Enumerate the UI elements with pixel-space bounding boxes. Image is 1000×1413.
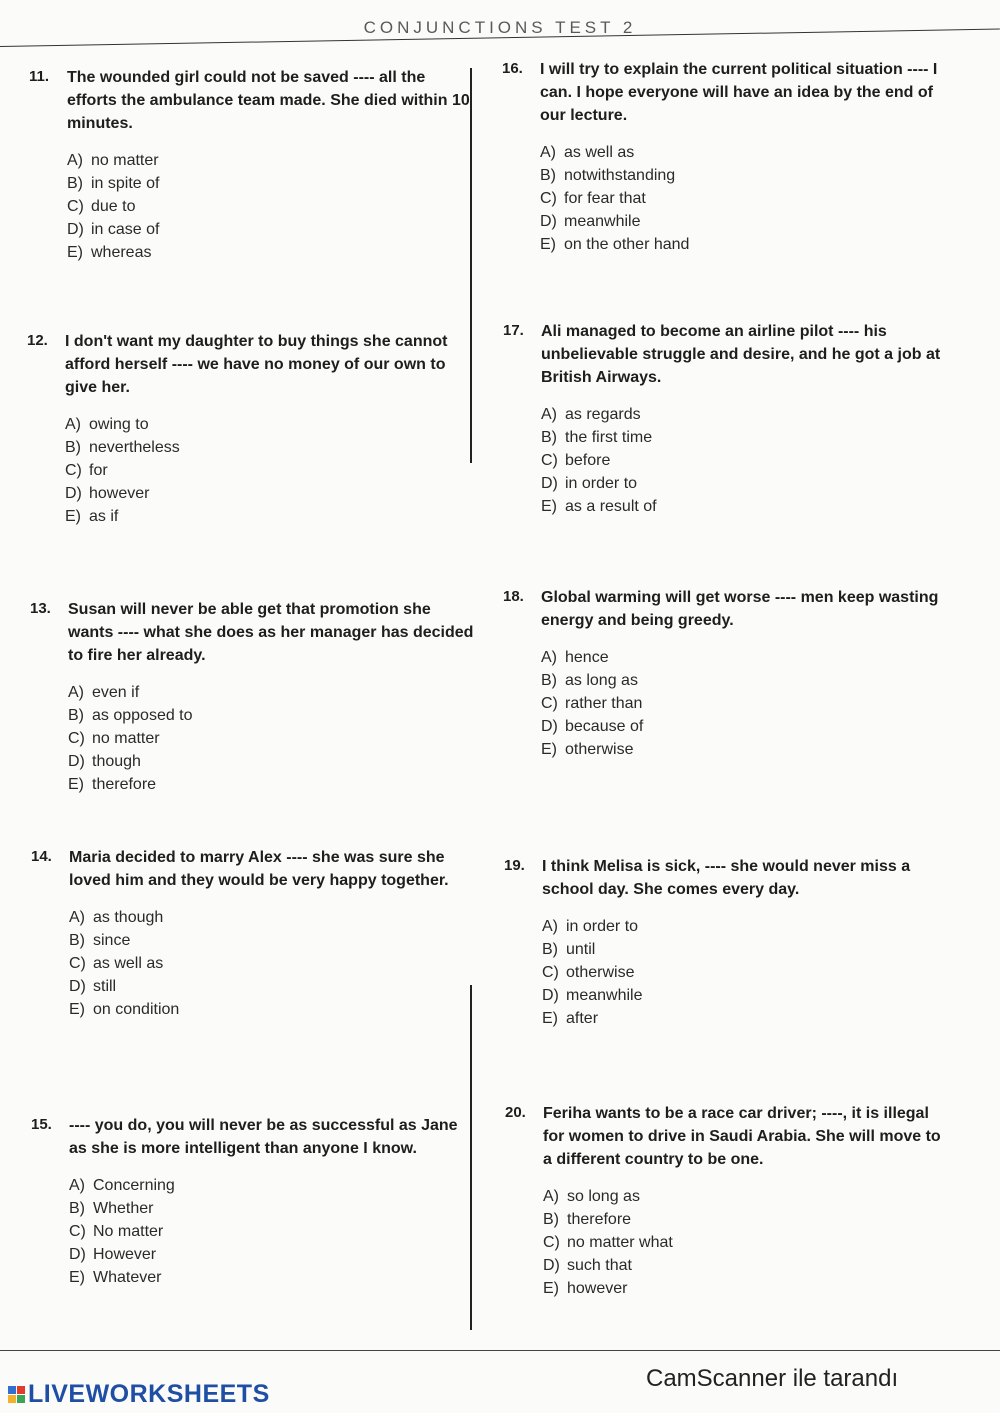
option-letter: C)	[540, 190, 557, 207]
question-11	[29, 66, 477, 264]
answer-option[interactable]	[540, 210, 950, 233]
answer-option[interactable]	[67, 218, 477, 241]
question-19	[504, 855, 952, 1030]
answer-option[interactable]	[542, 984, 952, 1007]
answer-option[interactable]	[541, 738, 951, 761]
option-letter: B)	[65, 439, 81, 456]
answer-option[interactable]	[543, 1254, 953, 1277]
option-text: No matter	[93, 1223, 164, 1240]
question-number: 13.	[30, 600, 51, 617]
question-number: 17.	[503, 322, 524, 339]
option-text: no matter	[91, 152, 159, 169]
option-letter: A)	[69, 909, 85, 926]
option-text: for fear that	[564, 190, 646, 207]
answer-option[interactable]	[541, 449, 951, 472]
option-letter: C)	[69, 955, 86, 972]
option-letter: E)	[540, 236, 556, 253]
answer-option[interactable]	[67, 172, 477, 195]
question-12	[27, 330, 475, 528]
option-letter: B)	[69, 1200, 85, 1217]
option-letter: C)	[68, 730, 85, 747]
option-letter: A)	[542, 918, 558, 935]
answer-option[interactable]	[541, 669, 951, 692]
option-letter: D)	[68, 753, 85, 770]
answer-option[interactable]	[541, 403, 951, 426]
answer-option[interactable]	[69, 1220, 479, 1243]
option-letter: B)	[542, 941, 558, 958]
question-18	[503, 586, 951, 761]
option-text: meanwhile	[566, 987, 643, 1004]
option-text: still	[93, 978, 117, 995]
option-text: until	[566, 941, 596, 958]
option-text: Concerning	[93, 1177, 175, 1194]
option-text: Whether	[93, 1200, 154, 1217]
option-text: no matter	[92, 730, 160, 747]
answer-option[interactable]	[65, 482, 475, 505]
answer-option[interactable]	[542, 961, 952, 984]
option-text: therefore	[567, 1211, 632, 1228]
option-text: as well as	[93, 955, 164, 972]
option-text: such that	[567, 1257, 632, 1274]
answer-option[interactable]	[67, 149, 477, 172]
logo-square	[17, 1386, 25, 1394]
answer-option[interactable]	[541, 646, 951, 669]
answer-option[interactable]	[65, 413, 475, 436]
option-text: as though	[93, 909, 164, 926]
option-letter: C)	[69, 1223, 86, 1240]
answer-options	[540, 141, 950, 256]
option-letter: E)	[67, 244, 83, 261]
question-text: ---- you do, you will never be as successful as Jane as she is more intelligent than anyone I know.	[69, 1117, 458, 1157]
answer-option[interactable]	[67, 195, 477, 218]
option-text: for	[89, 462, 108, 479]
answer-option[interactable]	[540, 164, 950, 187]
option-letter: A)	[67, 152, 83, 169]
question-number: 19.	[504, 857, 525, 874]
option-letter: B)	[541, 672, 557, 689]
option-letter: D)	[67, 221, 84, 238]
option-text: because of	[565, 718, 644, 735]
answer-option[interactable]	[69, 952, 479, 975]
option-text: as opposed to	[92, 707, 193, 724]
option-letter: B)	[540, 167, 556, 184]
option-text: so long as	[567, 1188, 640, 1205]
answer-option[interactable]	[542, 915, 952, 938]
option-letter: B)	[541, 429, 557, 446]
answer-option[interactable]	[543, 1277, 953, 1300]
option-text: the first time	[565, 429, 653, 446]
option-text: nevertheless	[89, 439, 180, 456]
scanner-credit: CamScanner ile tarandı	[646, 1365, 899, 1392]
option-letter: C)	[65, 462, 82, 479]
answer-option[interactable]	[65, 459, 475, 482]
question-15	[31, 1114, 479, 1289]
answer-option[interactable]	[543, 1185, 953, 1208]
option-letter: A)	[540, 144, 556, 161]
question-text: The wounded girl could not be saved ---- all the efforts the ambulance team made. She died within 10 minutes.	[67, 69, 470, 132]
option-text: though	[92, 753, 141, 770]
option-text: otherwise	[566, 964, 635, 981]
answer-option[interactable]	[69, 906, 479, 929]
answer-option[interactable]	[542, 938, 952, 961]
answer-options	[541, 403, 951, 518]
option-letter: B)	[543, 1211, 559, 1228]
option-letter: A)	[541, 649, 557, 666]
answer-option[interactable]	[541, 426, 951, 449]
option-letter: A)	[543, 1188, 559, 1205]
option-text: hence	[565, 649, 609, 666]
question-text: Susan will never be able get that promotion she wants ---- what she does as her manager has decided to fire her already.	[68, 601, 474, 664]
option-letter: D)	[69, 978, 86, 995]
option-letter: D)	[540, 213, 557, 230]
answer-option[interactable]	[543, 1231, 953, 1254]
question-number: 18.	[503, 588, 524, 605]
bottom-rule	[0, 1350, 1000, 1351]
question-number: 20.	[505, 1104, 526, 1121]
option-letter: E)	[542, 1010, 558, 1027]
answer-options	[542, 915, 952, 1030]
option-letter: B)	[69, 932, 85, 949]
option-text: as regards	[565, 406, 641, 423]
answer-option[interactable]	[540, 187, 950, 210]
answer-options	[68, 681, 478, 796]
question-16	[502, 58, 950, 256]
option-letter: E)	[541, 498, 557, 515]
option-letter: A)	[68, 684, 84, 701]
option-text: as well as	[564, 144, 635, 161]
option-letter: E)	[541, 741, 557, 758]
question-number: 15.	[31, 1116, 52, 1133]
liveworksheets-brand	[8, 1380, 270, 1409]
question-text: Ali managed to become an airline pilot ---- his unbelievable struggle and desire, and he got a job at British Airways.	[541, 323, 941, 386]
brand-name: LIVEWORKSHEETS	[28, 1380, 270, 1408]
option-letter: D)	[69, 1246, 86, 1263]
answer-options	[541, 646, 951, 761]
option-text: as long as	[565, 672, 638, 689]
question-17	[503, 320, 951, 518]
answer-option[interactable]	[540, 233, 950, 256]
option-letter: B)	[68, 707, 84, 724]
option-text: as if	[89, 508, 119, 525]
option-text: whereas	[91, 244, 152, 261]
answer-options	[69, 906, 479, 1021]
option-text: however	[567, 1280, 628, 1297]
answer-option[interactable]	[65, 505, 475, 528]
option-text: even if	[92, 684, 140, 701]
question-text: Maria decided to marry Alex ---- she was sure she loved him and they would be very happy together.	[69, 849, 449, 889]
liveworksheets-logo-icon	[8, 1386, 25, 1403]
answer-option[interactable]	[67, 241, 477, 264]
option-letter: B)	[67, 175, 83, 192]
option-letter: A)	[69, 1177, 85, 1194]
option-letter: E)	[543, 1280, 559, 1297]
option-text: notwithstanding	[564, 167, 676, 184]
option-text: on the other hand	[564, 236, 690, 253]
option-text: after	[566, 1010, 599, 1027]
option-text: in order to	[565, 475, 638, 492]
question-text: Global warming will get worse ---- men keep wasting energy and being greedy.	[541, 589, 939, 629]
answer-option[interactable]	[541, 715, 951, 738]
answer-option[interactable]	[68, 773, 478, 796]
page-title: CONJUNCTIONS TEST 2	[363, 18, 637, 37]
option-text: on condition	[93, 1001, 180, 1018]
option-letter: D)	[542, 987, 559, 1004]
option-text: in case of	[91, 221, 160, 238]
option-letter: E)	[65, 508, 81, 525]
answer-option[interactable]	[69, 1174, 479, 1197]
option-text: before	[565, 452, 611, 469]
option-text: since	[93, 932, 131, 949]
option-text: no matter what	[567, 1234, 673, 1251]
option-letter: D)	[541, 718, 558, 735]
question-text: Feriha wants to be a race car driver; ----, it is illegal for women to drive in Saudi Arabia. She will move to a different country to be one.	[543, 1105, 941, 1168]
answer-option[interactable]	[540, 141, 950, 164]
question-number: 12.	[27, 332, 48, 349]
answer-options	[65, 413, 475, 528]
option-text: rather than	[565, 695, 643, 712]
question-13	[30, 598, 478, 796]
question-text: I don't want my daughter to buy things she cannot afford herself ---- we have no money of our own to give her.	[65, 333, 448, 396]
option-letter: C)	[543, 1234, 560, 1251]
option-text: However	[93, 1246, 157, 1263]
answer-option[interactable]	[542, 1007, 952, 1030]
answer-option[interactable]	[69, 975, 479, 998]
option-letter: C)	[541, 695, 558, 712]
option-letter: D)	[541, 475, 558, 492]
option-letter: C)	[541, 452, 558, 469]
answer-option[interactable]	[541, 495, 951, 518]
logo-square	[17, 1395, 25, 1403]
option-text: owing to	[89, 416, 149, 433]
option-text: as a result of	[565, 498, 657, 515]
option-letter: C)	[542, 964, 559, 981]
question-14	[31, 846, 479, 1021]
answer-options	[543, 1185, 953, 1300]
logo-square	[8, 1386, 16, 1394]
answer-options	[67, 149, 477, 264]
option-letter: E)	[69, 1269, 85, 1286]
answer-option[interactable]	[541, 472, 951, 495]
option-text: due to	[91, 198, 136, 215]
answer-option[interactable]	[65, 436, 475, 459]
option-text: in order to	[566, 918, 639, 935]
answer-option[interactable]	[69, 1266, 479, 1289]
option-letter: D)	[543, 1257, 560, 1274]
option-letter: E)	[68, 776, 84, 793]
option-letter: E)	[69, 1001, 85, 1018]
answer-option[interactable]	[68, 704, 478, 727]
question-number: 16.	[502, 60, 523, 77]
answer-option[interactable]	[68, 727, 478, 750]
option-letter: C)	[67, 198, 84, 215]
question-number: 11.	[29, 68, 50, 85]
answer-option[interactable]	[69, 1243, 479, 1266]
question-number: 14.	[31, 848, 52, 865]
question-text: I think Melisa is sick, ---- she would never miss a school day. She comes every day.	[542, 858, 911, 898]
option-text: in spite of	[91, 175, 160, 192]
answer-option[interactable]	[69, 1197, 479, 1220]
answer-option[interactable]	[69, 998, 479, 1021]
answer-option[interactable]	[541, 692, 951, 715]
logo-square	[8, 1395, 16, 1403]
question-text: I will try to explain the current political situation ---- I can. I hope everyone will have an idea by the end of our lecture.	[540, 61, 938, 124]
answer-option[interactable]	[543, 1208, 953, 1231]
question-20	[505, 1102, 953, 1300]
answer-option[interactable]	[68, 750, 478, 773]
option-text: therefore	[92, 776, 157, 793]
answer-option[interactable]	[68, 681, 478, 704]
option-text: Whatever	[93, 1269, 162, 1286]
option-letter: A)	[541, 406, 557, 423]
option-letter: D)	[65, 485, 82, 502]
option-letter: A)	[65, 416, 81, 433]
answer-options	[69, 1174, 479, 1289]
answer-option[interactable]	[69, 929, 479, 952]
option-text: meanwhile	[564, 213, 641, 230]
option-text: however	[89, 485, 150, 502]
option-text: otherwise	[565, 741, 634, 758]
